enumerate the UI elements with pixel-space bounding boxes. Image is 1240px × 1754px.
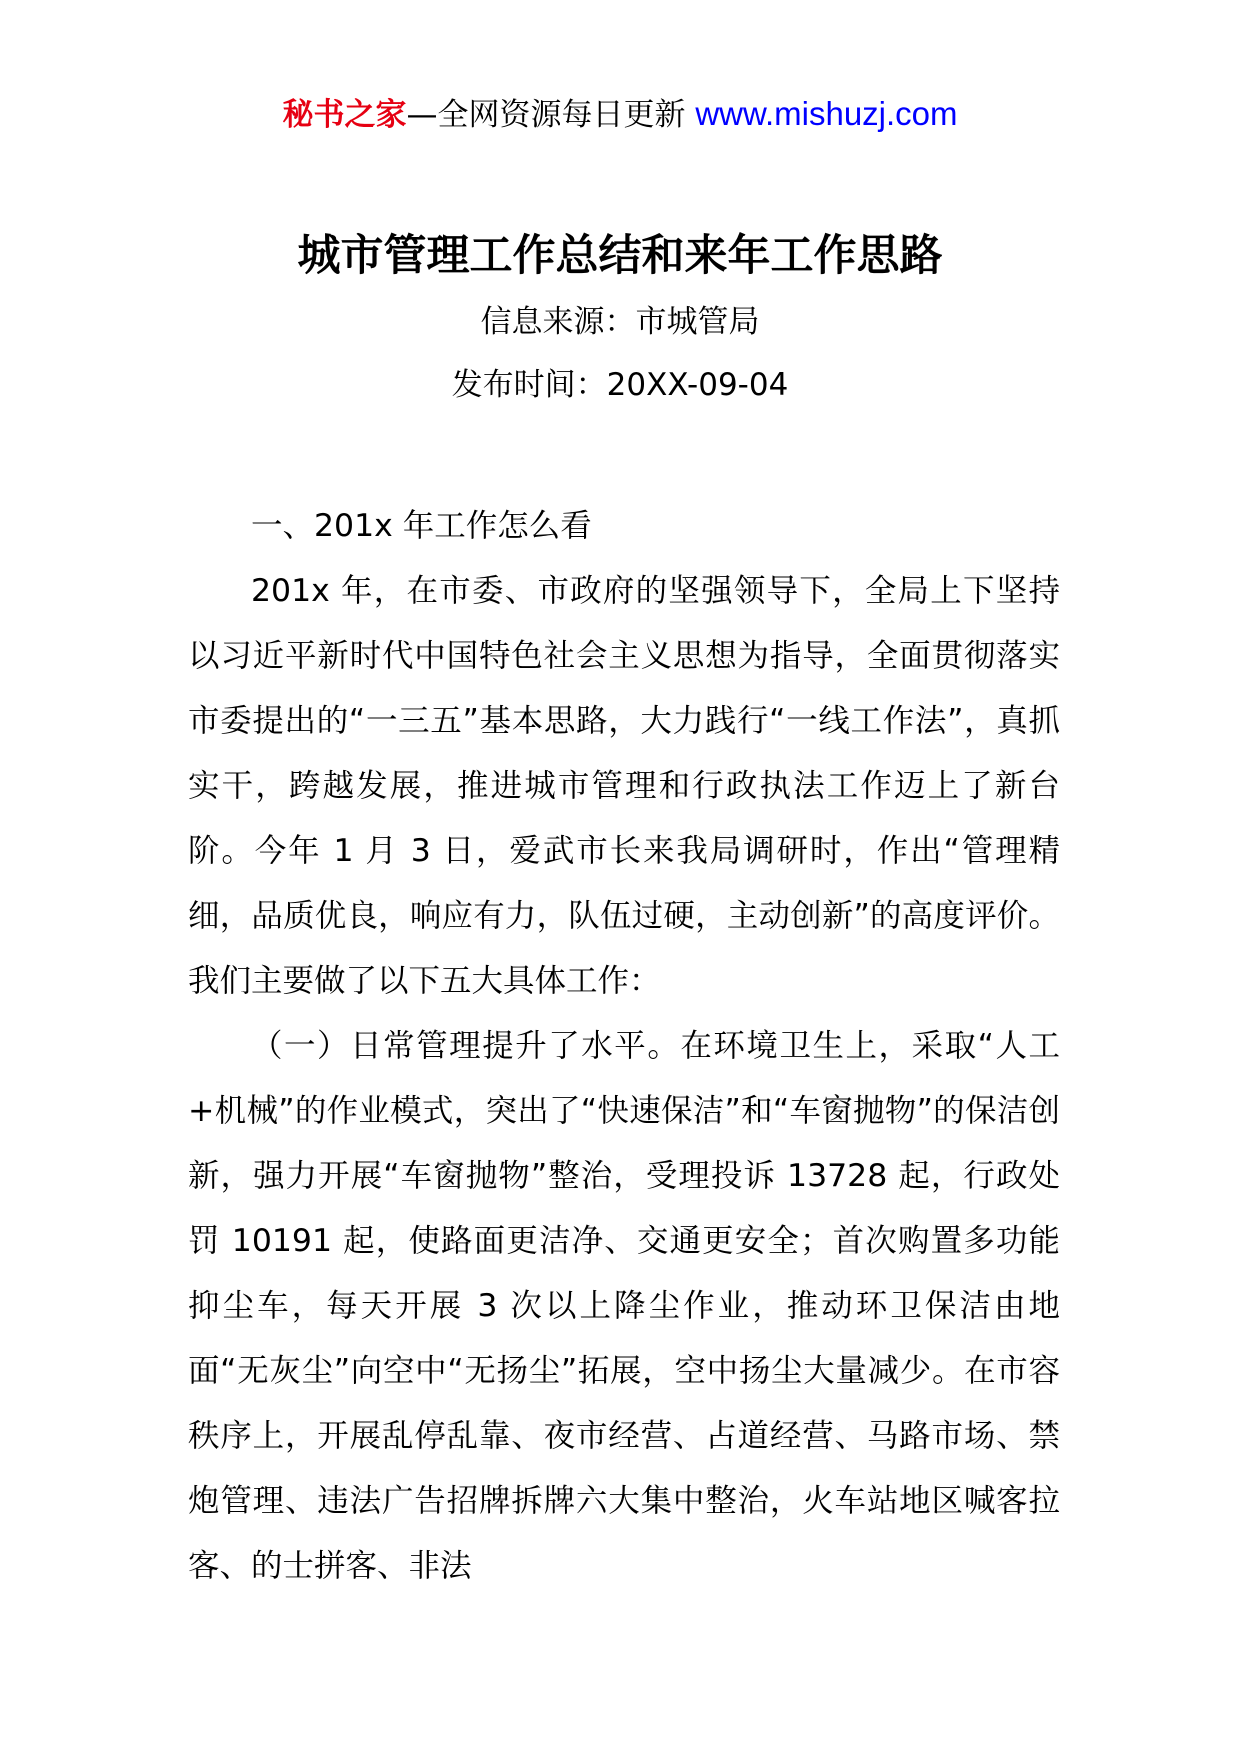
section-heading: 一、201x 年工作怎么看 [251, 508, 592, 544]
publish-date: 发布时间：20XX-09-04 [451, 367, 789, 403]
document-title: 城市管理工作总结和来年工作思路 [297, 231, 943, 281]
site-slogan: —全网资源每日更新 [406, 97, 686, 133]
body-paragraph: （一）日常管理提升了水平。在环境卫生上，采取“人工+机械”的作业模式，突出了“快速保洁”和“车窗抛物”的保洁创新，强力开展“车窗抛物”整治，受理投诉 13728 起，行政处罚 10191 起，使路面更洁净、交通更安全；首次购置多功能抑尘车，每天开展 3 次以上降尘作业，推动环卫保洁由地面“无灰尘”向空中“无扬尘”拓展，空中扬尘大量减少。在市容秩序上，开展乱停乱靠、夜市经营、占道经营、马路市场、禁炮管理、违法广告招牌拆牌六大集中整治，火车站地区喊客拉客、的士拼客、非法 [188, 1028, 1060, 1584]
site-url-link[interactable]: www.mishuzj.com [695, 95, 958, 132]
brand-name: 秘书之家 [282, 97, 407, 133]
body-paragraph: 201x 年，在市委、市政府的坚强领导下，全局上下坚持以习近平新时代中国特色社会主义思想为指导，全面贯彻落实市委提出的“一三五”基本思路，大力践行“一线工作法”，真抓实干，跨越发展，推进城市管理和行政执法工作迈上了新台阶。今年 1 月 3 日，爱武市长来我局调研时，作出“管理精细，品质优良，响应有力，队伍过硬，主动创新”的高度评价。我们主要做了以下五大具体工作： [188, 573, 1060, 999]
document-source: 信息来源：市城管局 [480, 304, 760, 340]
site-banner [0, 92, 1240, 137]
document-body [188, 494, 1060, 1599]
